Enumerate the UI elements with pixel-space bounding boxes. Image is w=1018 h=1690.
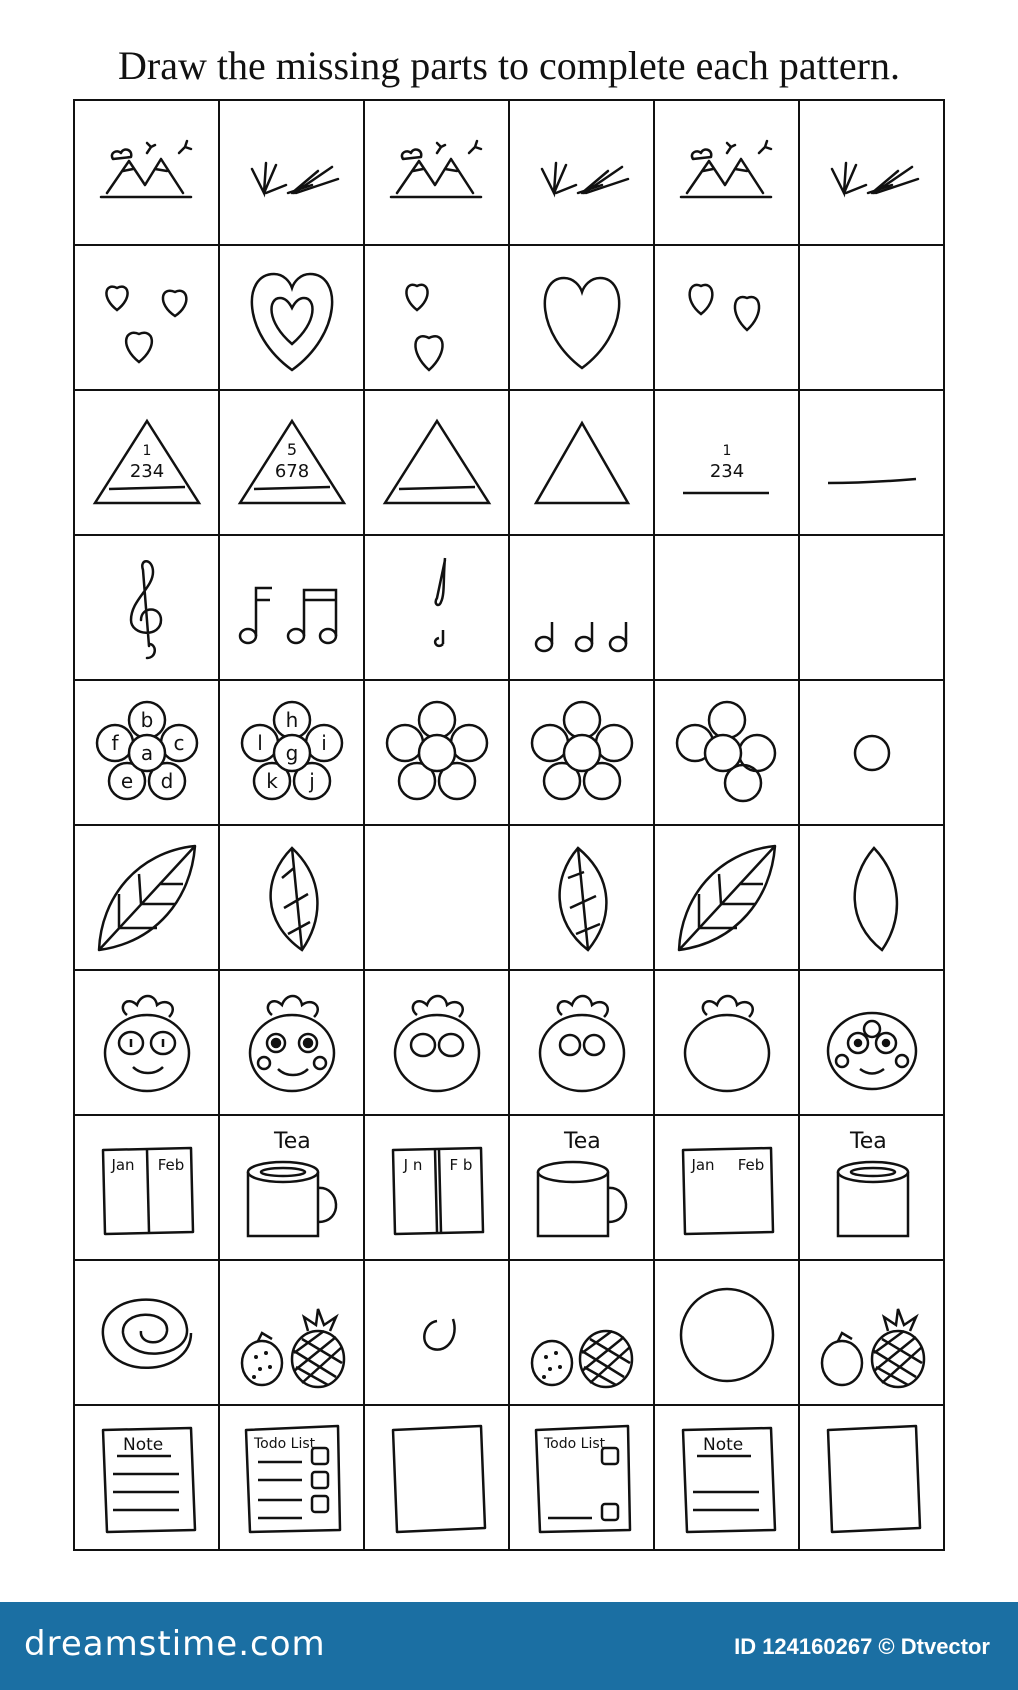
face-icon	[812, 983, 932, 1103]
cell-r7-c5	[655, 971, 800, 1116]
flower-icon	[522, 693, 642, 813]
cell-r10-c4	[510, 1406, 655, 1551]
grass-icon	[522, 113, 642, 233]
cell-r8-c4	[510, 1116, 655, 1261]
todo-list-icon	[232, 1418, 352, 1538]
cell-r10-c1	[75, 1406, 220, 1551]
cell-r8-c2	[220, 1116, 365, 1261]
tea-label: Tea	[273, 1128, 311, 1154]
cell-r5-c1	[75, 681, 220, 826]
triangle-row-numbers: 678	[274, 460, 309, 482]
cell-r3-c4	[510, 391, 655, 536]
cell-r7-c6	[800, 971, 945, 1116]
cell-r5-c2	[220, 681, 365, 826]
cell-r6-c4	[510, 826, 655, 971]
cell-r6-c6	[800, 826, 945, 971]
mountains-icon	[87, 113, 207, 233]
cell-r2-c6-empty[interactable]	[800, 246, 945, 391]
worksheet-title: Draw the missing parts to complete each pattern.	[118, 43, 900, 88]
fruit-pineapple-icon	[812, 1273, 932, 1393]
image-id: ID 124160267 © Dtvector	[734, 1634, 990, 1659]
cell-r2-c1	[75, 246, 220, 391]
three-hearts-icon	[87, 258, 207, 378]
cell-r3-c2	[220, 391, 365, 536]
grass-icon	[232, 113, 352, 233]
cell-r4-c3	[365, 536, 510, 681]
cell-r2-c5	[655, 246, 800, 391]
pattern-grid	[73, 99, 945, 1551]
cell-r4-c2	[220, 536, 365, 681]
cell-r10-c3	[365, 1406, 510, 1551]
small-swirl-icon	[377, 1273, 497, 1393]
cell-r7-c2	[220, 971, 365, 1116]
todo-label: Todo List	[543, 1435, 605, 1452]
cell-r6-c5	[655, 826, 800, 971]
mountains-icon	[667, 113, 787, 233]
cell-r4-c6-empty[interactable]	[800, 536, 945, 681]
cell-r1-c6	[800, 101, 945, 246]
narrow-leaf-icon	[522, 838, 642, 958]
triangle-row-numbers: 234	[129, 460, 164, 482]
cell-r1-c1	[75, 101, 220, 246]
numbers-line-icon	[667, 403, 787, 523]
cell-r9-c5	[655, 1261, 800, 1406]
strawberry-pineapple-icon	[522, 1273, 642, 1393]
petal-letter: c	[173, 730, 184, 755]
calendar-month: F b	[449, 1155, 472, 1174]
cell-r5-c3	[365, 681, 510, 826]
cell-r9-c4	[510, 1261, 655, 1406]
triangle-top-number: 1	[142, 442, 151, 459]
calendar-icon	[667, 1128, 787, 1248]
face-icon	[667, 983, 787, 1103]
cell-r1-c3	[365, 101, 510, 246]
two-hearts-icon	[377, 258, 497, 378]
strawberry-pineapple-icon	[232, 1273, 352, 1393]
cell-r3-c6	[800, 391, 945, 536]
calendar-month: Feb	[737, 1155, 764, 1174]
cell-r8-c3	[365, 1116, 510, 1261]
calendar-month: Feb	[157, 1155, 184, 1174]
tea-mug-icon	[522, 1128, 642, 1248]
petal-letter: d	[160, 768, 173, 793]
swirl-roll-icon	[87, 1273, 207, 1393]
calendar-month: Jan	[690, 1155, 715, 1174]
note-label: Note	[122, 1434, 163, 1455]
cell-r1-c2	[220, 101, 365, 246]
calendar-month: J n	[403, 1155, 422, 1174]
tea-label: Tea	[849, 1128, 887, 1154]
cell-r6-c1	[75, 826, 220, 971]
lettered-flower-icon	[87, 693, 207, 813]
leaf-icon	[667, 838, 787, 958]
triangle-icon	[377, 403, 497, 523]
tea-mug-icon	[232, 1128, 352, 1248]
narrow-leaf-icon	[232, 838, 352, 958]
cell-r9-c1	[75, 1261, 220, 1406]
base-line-icon	[812, 403, 932, 523]
triangle-icon	[522, 403, 642, 523]
note-paper-icon	[667, 1418, 787, 1538]
cell-r5-c4	[510, 681, 655, 826]
cell-r6-c3-empty[interactable]	[365, 826, 510, 971]
petal-letter: e	[120, 768, 133, 793]
tea-label: Tea	[563, 1128, 601, 1154]
grass-icon	[812, 113, 932, 233]
face-icon	[87, 983, 207, 1103]
leaf-outline-icon	[812, 838, 932, 958]
cell-r1-c5	[655, 101, 800, 246]
cell-r5-c6	[800, 681, 945, 826]
cell-r9-c3	[365, 1261, 510, 1406]
cell-r3-c5	[655, 391, 800, 536]
triangle-top-number: 5	[286, 439, 297, 459]
two-hearts-icon	[667, 258, 787, 378]
treble-clef-icon	[87, 548, 207, 668]
cell-r7-c4	[510, 971, 655, 1116]
cell-r1-c4	[510, 101, 655, 246]
blank-paper-icon	[812, 1418, 932, 1538]
cell-r4-c5-empty[interactable]	[655, 536, 800, 681]
cell-r3-c1	[75, 391, 220, 536]
petal-letter: b	[140, 707, 153, 732]
circle-roll-icon	[667, 1273, 787, 1393]
notes-icon	[522, 548, 642, 668]
music-notes-icon	[232, 548, 352, 668]
cell-r7-c3	[365, 971, 510, 1116]
partial-flower-icon	[667, 693, 787, 813]
tea-cup-icon	[812, 1128, 932, 1248]
cell-r2-c2	[220, 246, 365, 391]
petal-letter: k	[265, 768, 278, 793]
mountains-icon	[377, 113, 497, 233]
triangle-numbers-icon	[87, 403, 207, 523]
cell-r9-c6	[800, 1261, 945, 1406]
watermark-footer	[0, 1602, 1018, 1690]
todo-list-icon	[522, 1418, 642, 1538]
heart-icon	[522, 258, 642, 378]
double-heart-icon	[232, 258, 352, 378]
face-icon	[232, 983, 352, 1103]
face-icon	[522, 983, 642, 1103]
cell-r6-c2	[220, 826, 365, 971]
cell-r4-c4	[510, 536, 655, 681]
cell-r4-c1	[75, 536, 220, 681]
cell-r7-c1	[75, 971, 220, 1116]
cell-r8-c5	[655, 1116, 800, 1261]
cell-r2-c4	[510, 246, 655, 391]
cell-r10-c2	[220, 1406, 365, 1551]
petal-letter: i	[320, 730, 327, 755]
blank-paper-icon	[377, 1418, 497, 1538]
cell-r8-c1	[75, 1116, 220, 1261]
petal-letter: h	[285, 707, 298, 732]
leaf-icon	[87, 838, 207, 958]
cell-r9-c2	[220, 1261, 365, 1406]
cell-r8-c6	[800, 1116, 945, 1261]
petal-letter: l	[256, 730, 263, 755]
center-letter: g	[285, 740, 298, 765]
cell-r3-c3	[365, 391, 510, 536]
petal-letter: f	[110, 730, 119, 755]
cell-r10-c5	[655, 1406, 800, 1551]
lettered-flower-icon	[232, 693, 352, 813]
calendar-icon	[87, 1128, 207, 1248]
partial-notes-icon	[377, 548, 497, 668]
cell-r2-c3	[365, 246, 510, 391]
cell-r5-c5	[655, 681, 800, 826]
note-paper-icon	[87, 1418, 207, 1538]
flower-icon	[377, 693, 497, 813]
flower-center-icon	[812, 693, 932, 813]
center-letter: a	[140, 740, 153, 765]
calendar-icon	[377, 1128, 497, 1248]
cell-r10-c6	[800, 1406, 945, 1551]
face-icon	[377, 983, 497, 1103]
dreamstime-brand: dreamstime.com	[24, 1624, 326, 1664]
petal-letter: j	[308, 768, 315, 793]
row-numbers: 234	[709, 460, 744, 482]
triangle-numbers-icon	[232, 403, 352, 523]
todo-label: Todo List	[253, 1435, 315, 1452]
calendar-month: Jan	[110, 1155, 135, 1174]
top-number: 1	[722, 442, 731, 459]
note-label: Note	[702, 1434, 743, 1455]
